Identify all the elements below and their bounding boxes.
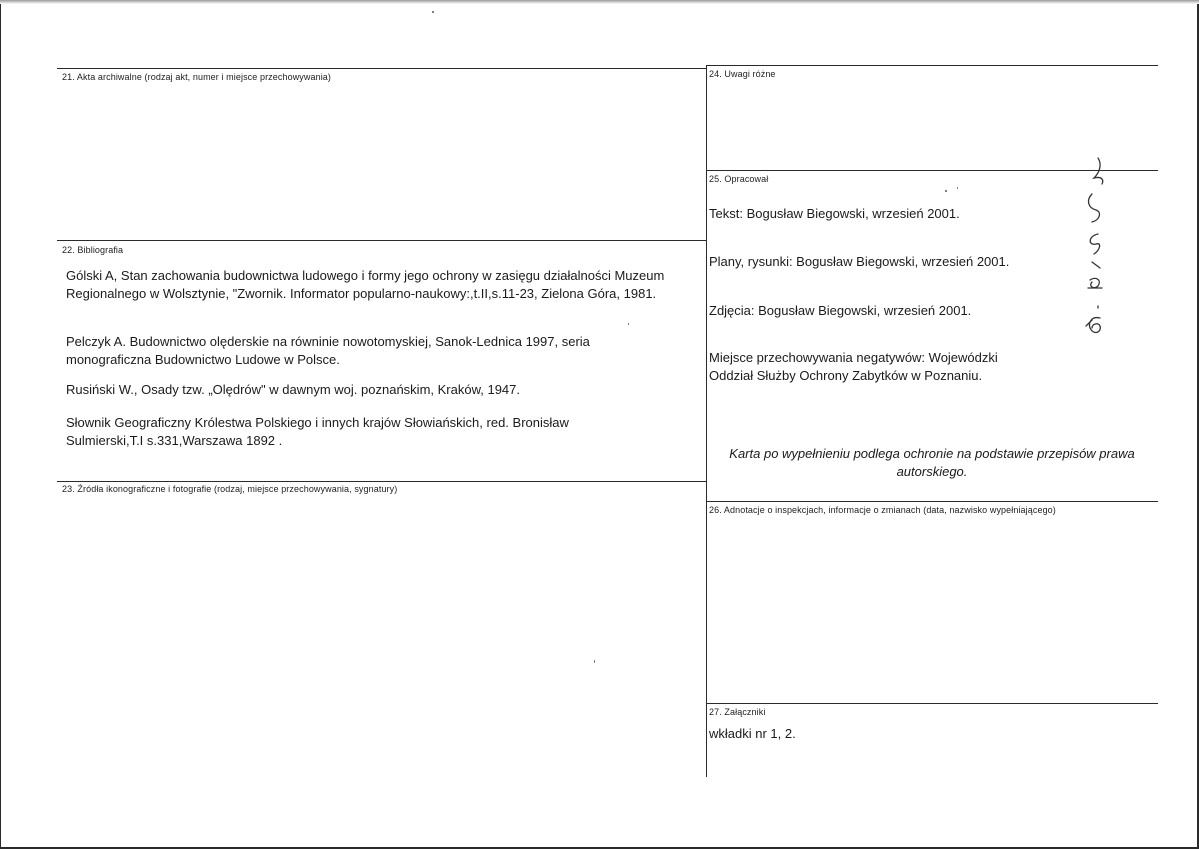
author-plans-line: Plany, rysunki: Bogusław Biegowski, wrzesień 2001. (709, 254, 1010, 269)
section-25-label: 25. Opracował (709, 174, 769, 184)
bibliography-entry-4: Słownik Geograficzny Królestwa Polskiego i innych krajów Słowiańskich, red. Bronisław Sulmierski,T.I s.331,Warszawa 1892 . (66, 415, 569, 448)
section-22-label: 22. Bibliografia (62, 245, 124, 255)
rule-top-right (706, 65, 1158, 66)
scan-speck (957, 187, 958, 189)
rule-23 (57, 481, 706, 482)
scan-top-edge (0, 0, 1199, 4)
scan-speck (945, 190, 947, 192)
section-27-label: 27. Załączniki (709, 707, 766, 717)
section-21-label: 21. Akta archiwalne (rodzaj akt, numer i miejsce przechowywania) (62, 72, 332, 82)
scan-speck (432, 11, 434, 13)
author-photos-line: Zdjęcia: Bogusław Biegowski, wrzesień 2001. (709, 303, 972, 318)
section-24-label: 24. Uwagi różne (709, 69, 776, 79)
section-26-label: 26. Adnotacje o inspekcjach, informacje o zmianach (data, nazwisko wypełniającego) (709, 505, 1056, 515)
rule-26 (706, 501, 1158, 502)
handwritten-annotation (1062, 150, 1122, 345)
attachments-value: wkładki nr 1, 2. (709, 726, 796, 741)
rule-27 (706, 703, 1158, 704)
bibliography-entry-2: Pelczyk A. Budownictwo olęderskie na równinie nowotomyskiej, Sanok-Lednica 1997, seria monograficzna Budownictwo Ludowe w Polsce. (66, 334, 590, 367)
rule-top-left (57, 68, 706, 69)
scan-speck (628, 323, 629, 325)
scan-speck (594, 660, 595, 663)
bibliography-entry-1: Gólski A, Stan zachowania budownictwa ludowego i formy jego ochrony w zasięgu działalności Muzeum Regionalnego w Wolsztynie, "Zwornik. Informator popularno-naukowy:,t.II,s.11-23, Zielona Góra, 1981. (66, 268, 665, 301)
copyright-note: Karta po wypełnieniu podlega ochronie na podstawie przepisów prawa autorskiego. (729, 446, 1135, 479)
negatives-storage: Miejsce przechowywania negatywów: Wojewódzki Oddział Służby Ochrony Zabytków w Poznaniu. (709, 350, 998, 383)
column-divider (706, 65, 707, 777)
rule-22 (57, 240, 706, 241)
section-23-label: 23. Źródła ikonograficzne i fotografie (rodzaj, miejsce przechowywania, sygnatury) (62, 484, 398, 494)
author-text-line: Tekst: Bogusław Biegowski, wrzesień 2001. (709, 206, 960, 221)
bibliography-entry-3: Rusiński W., Osady tzw. „Olędrów" w dawnym woj. poznańskim, Kraków, 1947. (66, 382, 521, 397)
